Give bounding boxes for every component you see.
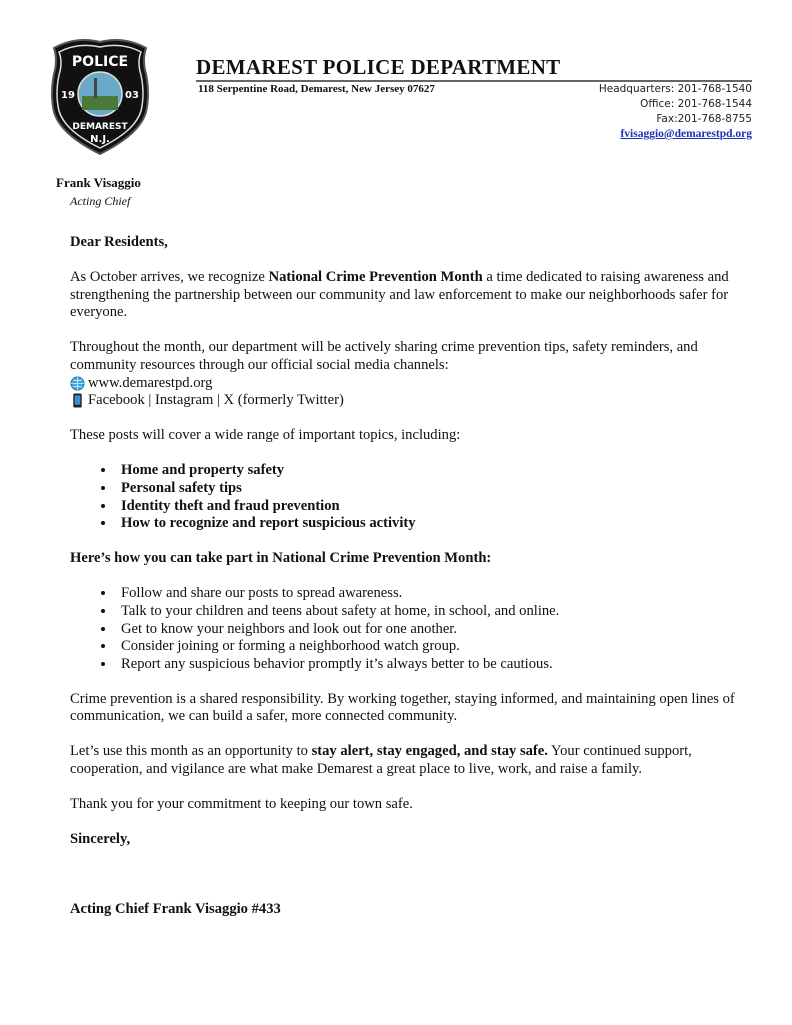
participate-heading: Here’s how you can take part in National Crime Prevention Month: [70, 550, 492, 567]
closing: Sincerely, [70, 831, 131, 848]
badge-top-text: POLICE [71, 54, 129, 70]
thanks-paragraph: Thank you for your commitment to keeping our town safe. [70, 796, 413, 813]
website-link[interactable]: www.demarestpd.org [88, 374, 213, 391]
channels-intro: Throughout the month, our department will be actively sharing crime prevention tips, safety reminders, and community resources through our official social media channels: [70, 339, 698, 373]
fax-number: Fax:201-768-8755 [656, 113, 752, 125]
channel-social [70, 392, 750, 410]
channels-paragraph [70, 339, 750, 374]
chief-title: Acting Chief [70, 194, 131, 208]
badge-year-left: 19 [61, 90, 75, 101]
headquarters-phone: Headquarters: 201-768-1540 [598, 83, 752, 95]
office-phone: Office: 201-768-1544 [640, 98, 752, 110]
mobile-phone-icon [70, 393, 85, 408]
actions-list [70, 585, 750, 673]
list-item: • How to recognize and report suspicious activity [116, 515, 750, 533]
badge-year-right: 03 [125, 90, 139, 101]
email-link[interactable]: fvisaggio@demarestpd.org [620, 128, 752, 140]
list-item: • Get to know your neighbors and look out for one another. [116, 621, 750, 639]
topics-list [70, 462, 750, 532]
list-item: • Home and property safety [116, 462, 750, 480]
channel-website [70, 375, 750, 393]
greeting: Dear Residents, [70, 234, 168, 250]
letter-body [70, 234, 750, 936]
intro-paragraph [70, 269, 750, 322]
opportunity-text: Let’s use this month as an opportunity to [70, 743, 312, 760]
list-item: • Follow and share our posts to spread awareness. [116, 585, 750, 603]
list-item: • Identity theft and fraud prevention [116, 498, 750, 516]
social-channels[interactable]: Facebook | Instagram | X (formerly Twitter) [88, 392, 344, 409]
intro-text: As October arrives, we recognize [70, 269, 269, 286]
police-badge-logo [46, 34, 154, 156]
badge-town: DEMAREST [72, 122, 128, 132]
list-item: • Report any suspicious behavior promptly it’s always better to be cautious. [116, 656, 750, 674]
badge-state: N.J. [90, 134, 110, 145]
opportunity-paragraph [70, 743, 750, 778]
contact-block [599, 82, 752, 142]
topics-intro: These posts will cover a wide range of important topics, including: [70, 427, 461, 444]
intro-highlight: National Crime Prevention Month [268, 269, 483, 286]
list-item: • Talk to your children and teens about safety at home, in school, and online. [116, 603, 750, 621]
list-item: • Personal safety tips [116, 480, 750, 498]
chief-name: Frank Visaggio [56, 175, 141, 190]
intro-text-end: a time dedicated to raising awareness and strengthening the partnership between our community and law enforcement to make our neighborhoods safer for everyone. [70, 269, 729, 321]
opportunity-text-end: Your continued support, cooperation, and vigilance are what make Demarest a great place to live, work, and raise a family. [70, 743, 692, 778]
signature: Acting Chief Frank Visaggio #433 [70, 901, 281, 918]
department-name: DEMAREST POLICE DEPARTMENT [196, 55, 561, 79]
shared-responsibility-paragraph: Crime prevention is a shared responsibility. By working together, staying informed, and maintaining open lines of communication, we can build a safer, more connected community. [70, 690, 735, 725]
globe-icon [70, 376, 85, 391]
list-item: • Consider joining or forming a neighborhood watch group. [116, 638, 750, 656]
opportunity-highlight: stay alert, stay engaged, and stay safe. [311, 743, 548, 760]
department-address: 118 Serpentine Road, Demarest, New Jersey 07627 [198, 83, 435, 95]
